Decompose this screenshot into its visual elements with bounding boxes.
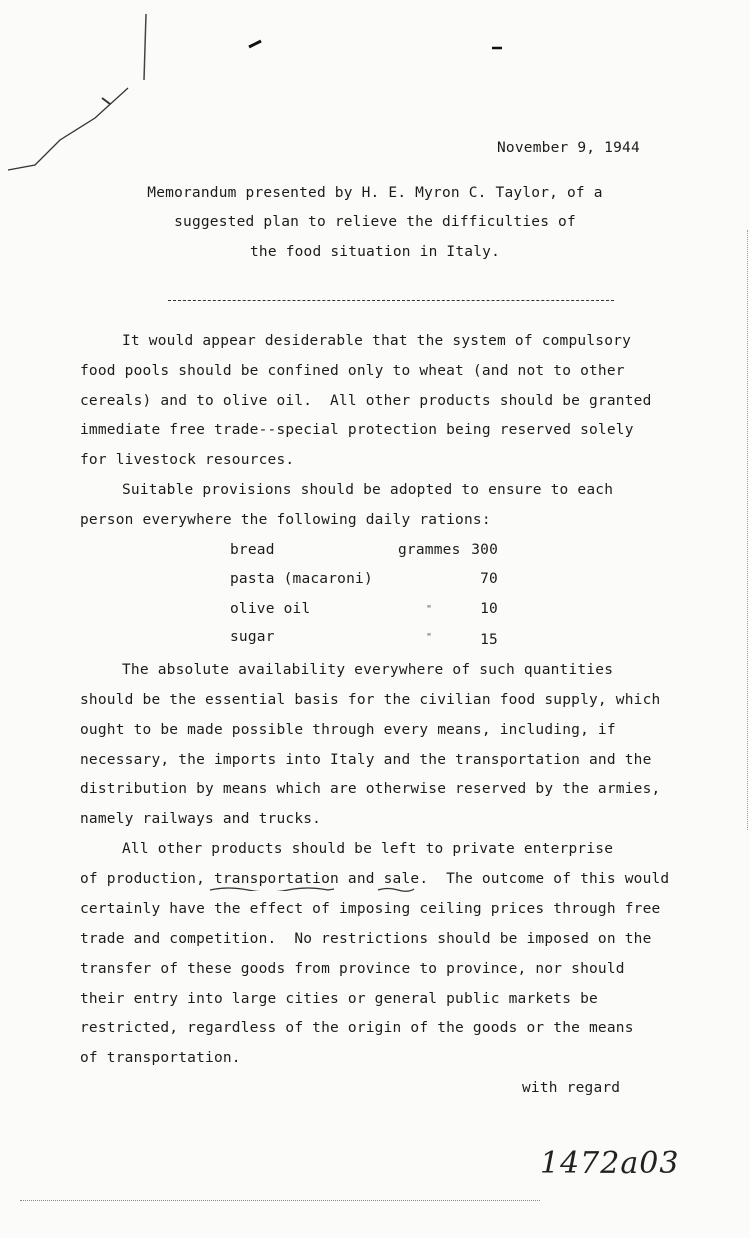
ration-item: bread (230, 542, 275, 558)
paragraph-4-line-4: trade and competition. No restrictions should be imposed on the (80, 931, 652, 947)
ration-amount: 10 (480, 601, 498, 617)
ration-unit: grammes (398, 542, 461, 558)
paragraph-2-line-1: Suitable provisions should be adopted to ensure to each (122, 482, 614, 498)
paragraph-4-line-6: their entry into large cities or general public markets be (80, 991, 598, 1007)
handwritten-underline-icon (376, 885, 416, 895)
ditto-mark-icon: " (426, 604, 433, 615)
paragraph-1-line-2: food pools should be confined only to wheat (and not to other (80, 363, 625, 379)
paragraph-1-line-5: for livestock resources. (80, 452, 295, 468)
handwritten-archive-number: 1472a03 (540, 1146, 680, 1181)
ration-item: sugar (230, 629, 275, 645)
ration-amount: 70 (480, 571, 498, 587)
paragraph-4-line-5: transfer of these goods from province to province, nor should (80, 961, 625, 977)
memo-date: November 9, 1944 (497, 140, 640, 156)
paragraph-4-line-8: of transportation. (80, 1050, 241, 1066)
paragraph-1-line-1: It would appear desiderable that the system of compulsory (122, 333, 631, 349)
handwritten-underline-icon (208, 885, 348, 891)
title-line-3: the food situation in Italy. (249, 244, 501, 260)
paragraph-3-line-3: ought to be made possible through every means, including, if (80, 722, 616, 738)
paragraph-4-line-7: restricted, regardless of the origin of the goods or the means (80, 1020, 634, 1036)
scan-bottom-artifact (20, 1200, 540, 1201)
paragraph-3-line-1: The absolute availability everywhere of such quantities (122, 662, 614, 678)
paragraph-4-line-3: certainly have the effect of imposing ceiling prices through free (80, 901, 661, 917)
paragraph-4-line-1: All other products should be left to private enterprise (122, 841, 614, 857)
paragraph-3-line-6: namely railways and trucks. (80, 811, 322, 827)
title-line-1: Memorandum presented by H. E. Myron C. Taylor, of a (147, 185, 603, 201)
paragraph-1-line-3: cereals) and to olive oil. All other products should be granted (80, 393, 652, 409)
ration-item: pasta (macaroni) (230, 571, 373, 587)
continuation-catchword: with regard (522, 1080, 621, 1096)
scan-edge-artifact (741, 230, 748, 830)
paragraph-3-line-5: distribution by means which are otherwise reserved by the armies, (80, 781, 661, 797)
paragraph-1-line-4: immediate free trade--special protection being reserved solely (80, 422, 634, 438)
title-line-2: suggested plan to relieve the difficulties of (174, 214, 576, 230)
ink-dash-icon (247, 38, 267, 50)
paragraph-3-line-2: should be the essential basis for the civilian food supply, which (80, 692, 661, 708)
ink-dot-icon (490, 44, 506, 52)
paragraph-4-line-2: of production, transportation and sale. The outcome of this would (80, 871, 670, 887)
ration-amount: 15 (480, 632, 498, 648)
ditto-mark-icon: " (426, 632, 433, 643)
ration-amount: 300 (471, 542, 498, 558)
paragraph-2-line-2: person everywhere the following daily rations: (80, 512, 491, 528)
ration-item: olive oil (230, 601, 311, 617)
section-divider (168, 300, 614, 301)
corner-pen-stroke-icon (0, 0, 180, 200)
paragraph-3-line-4: necessary, the imports into Italy and the transportation and the (80, 752, 652, 768)
